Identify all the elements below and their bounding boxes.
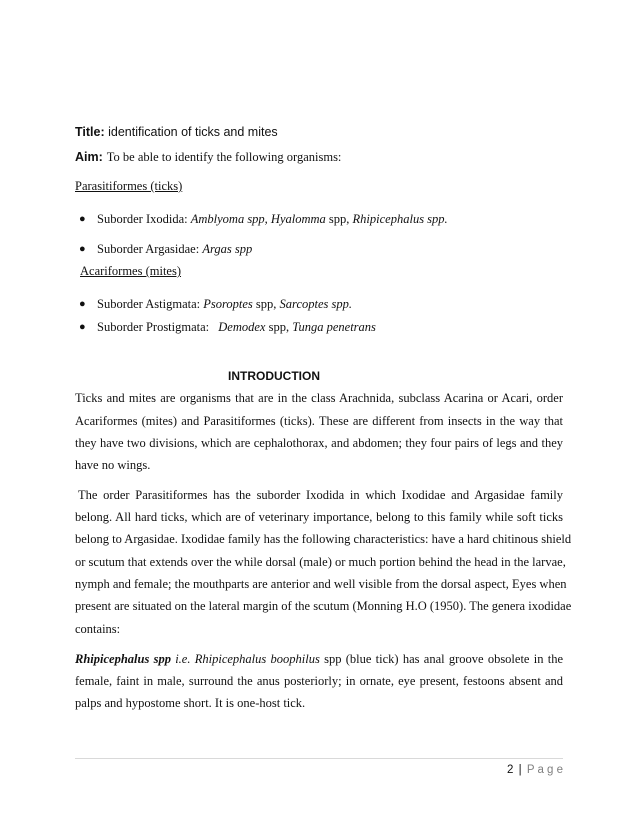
aim-text: To be able to identify the following organisms:: [106, 150, 342, 164]
aim-line: [75, 148, 341, 166]
paragraph-line: they have two divisions, which are cephalothorax, and abdomen; they four pairs of legs and they: [75, 436, 563, 450]
page-number: 2: [507, 764, 514, 776]
list-item-ixodida: Suborder Ixodida: Amblyoma spp, Hyalomma spp, Rhipicephalus spp.: [97, 212, 448, 226]
list-item-astigmata: Suborder Astigmata: Psoroptes spp, Sarcoptes spp.: [97, 297, 352, 311]
paragraph-line: Rhipicephalus spp i.e. Rhipicephalus boophilus spp (blue tick) has anal groove obsolete in the: [75, 652, 563, 666]
title-text: identification of ticks and mites: [108, 125, 278, 139]
list-item-prostigmata: Suborder Prostigmata: Demodex spp, Tunga penetrans: [97, 320, 376, 334]
paragraph-line: contains:: [75, 622, 121, 636]
paragraph-line: belong to Argasidae. Ixodidae family has the following characteristics: have a hard chitinous shield: [75, 532, 572, 546]
page-word: P a g e: [526, 764, 564, 776]
paragraph-line: present are situated on the lateral margin of the scutum (Monning H.O (1950). The genera ixodidae: [75, 599, 572, 613]
list-item-argasidae: Suborder Argasidae: Argas spp: [97, 242, 253, 256]
paragraph-line: Acariformes (mites) and Parasitiformes (ticks). These are different from insects in the way that: [75, 414, 563, 428]
page-footer: [507, 764, 563, 776]
footer-separator: |: [518, 764, 522, 776]
paragraph-line: or scutum that extends over the while dorsal (male) or much portion behind the head in the larvae,: [75, 555, 566, 569]
paragraph-line: have no wings.: [75, 458, 151, 472]
title-line: [75, 125, 278, 139]
paragraph-line: Ticks and mites are organisms that are in the class Arachnida, subclass Acarina or Acari, order: [75, 391, 563, 405]
title-label: Title:: [75, 125, 105, 139]
bullet-icon: ●: [79, 321, 86, 333]
bullet-icon: ●: [79, 213, 86, 225]
paragraph-line: The order Parasitiformes has the suborder Ixodida in which Ixodidae and Argasidae family: [78, 488, 563, 502]
paragraph-line: female, faint in male, surround the anus posteriorly; in ornate, eye present, festoons absent and: [75, 674, 563, 688]
bullet-icon: ●: [79, 243, 86, 255]
paragraph-line: palps and hypostome short. It is one-host tick.: [75, 696, 306, 710]
introduction-heading: INTRODUCTION: [228, 369, 320, 383]
acariformes-heading: Acariformes (mites): [80, 264, 182, 278]
aim-label: Aim:: [75, 150, 103, 164]
paragraph-line: belong. All hard ticks, which are of veterinary importance, belong to this family while soft ticks: [75, 510, 563, 524]
parasitiformes-heading: Parasitiformes (ticks): [75, 179, 183, 193]
bullet-icon: ●: [79, 298, 86, 310]
paragraph-line: nymph and female; the mouthparts are anterior and well visible from the dorsal aspect, Eyes when: [75, 577, 567, 591]
footer-divider: [75, 758, 563, 759]
